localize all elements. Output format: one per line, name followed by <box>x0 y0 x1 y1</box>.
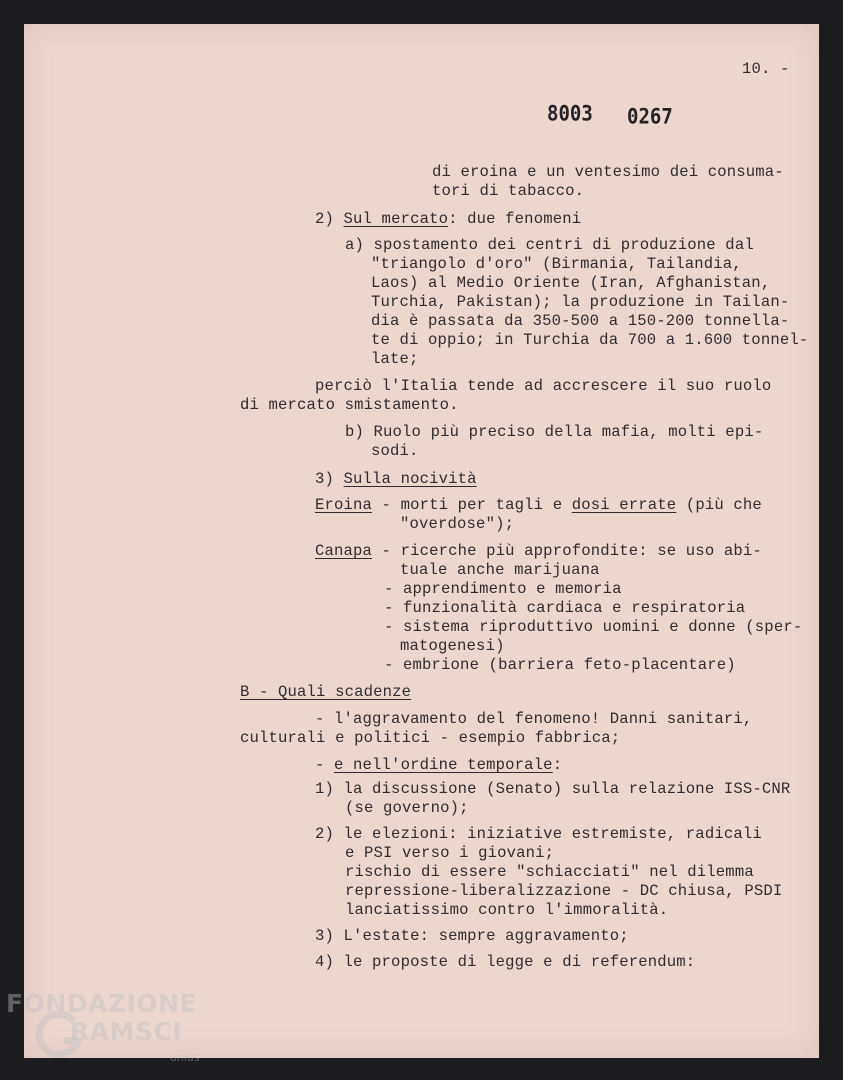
text-line: rischio di essere "schiacciati" nel dilemma <box>345 863 754 881</box>
watermark-line3: onlus <box>170 1051 200 1064</box>
text-line: 1) la discussione (Senato) sulla relazione ISS-CNR <box>315 780 791 798</box>
text-line: a) spostamento dei centri di produzione dal <box>345 236 754 254</box>
page-number: 10. - <box>742 60 790 78</box>
watermark-line1: FONDAZIONE <box>6 989 198 1018</box>
text-fragment: : <box>552 756 563 774</box>
temporal-order-title: e nell'ordine temporale <box>334 756 553 774</box>
term-dosi-errate: dosi errate <box>571 496 677 514</box>
text-line: 3) L'estate: sempre aggravamento; <box>315 927 629 945</box>
term-canapa: Canapa <box>315 542 373 560</box>
text-line: b) Ruolo più preciso della mafia, molti epi- <box>345 423 764 441</box>
list-item: - apprendimento e memoria <box>384 580 622 598</box>
section-title: Sul mercato <box>343 210 449 228</box>
text-fragment: (più che <box>676 496 762 514</box>
text-fragment: - morti per tagli e <box>372 496 572 514</box>
text-line: "overdose"); <box>400 515 515 533</box>
archive-stamp-right: 0267 <box>627 104 673 130</box>
section-rest: : due fenomeni <box>448 210 582 228</box>
text-line: e PSI verso i giovani; <box>345 844 555 862</box>
text-line: - l'aggravamento del fenomeno! Danni sanitari, <box>315 710 753 728</box>
text-line: (se governo); <box>345 799 469 817</box>
text-line: Laos) al Medio Oriente (Iran, Afghanistan, <box>371 274 771 292</box>
text-fragment: - <box>315 756 335 774</box>
text-line: perciò l'Italia tende ad accrescere il suo ruolo <box>315 377 772 395</box>
text-line: tuale anche marijuana <box>400 561 600 579</box>
section-b-heading: B - Quali scadenze <box>240 683 412 701</box>
section-heading-3 <box>315 470 477 489</box>
text-line: "triangolo d'oro" (Birmania, Tailandia, <box>371 255 742 273</box>
canapa-line <box>315 542 762 561</box>
text-line: tori di tabacco. <box>432 182 585 200</box>
list-item: - sistema riproduttivo uomini e donne (sper- <box>384 618 803 636</box>
text-line: matogenesi) <box>400 637 505 655</box>
text-line: dia è passata da 350-500 a 150-200 tonnella- <box>371 312 790 330</box>
list-item: - embrione (barriera feto-placentare) <box>384 656 736 674</box>
term-eroina: Eroina <box>315 496 373 514</box>
text-line: di mercato smistamento. <box>240 396 459 414</box>
list-item: - funzionalità cardiaca e respiratoria <box>384 599 746 617</box>
section-heading-2 <box>315 210 581 229</box>
text-line: sodi. <box>371 442 419 460</box>
section-number: 3) <box>315 470 344 488</box>
eroina-line <box>315 496 762 515</box>
text-line: 4) le proposte di legge e di referendum: <box>315 953 696 971</box>
text-line: lanciatissimo contro l'immoralità. <box>345 901 669 919</box>
watermark-line2: RAMSCI <box>70 1017 183 1046</box>
temporal-order-line <box>315 756 562 775</box>
text-line: te di oppio; in Turchia da 700 a 1.600 tonnel- <box>371 331 809 349</box>
section-title: Sulla nocività <box>343 470 477 488</box>
fondazione-gramsci-watermark <box>0 985 220 1080</box>
text-line: late; <box>371 350 419 368</box>
text-line: repressione-liberalizzazione - DC chiusa, PSDI <box>345 882 783 900</box>
archive-stamp-left: 8003 <box>547 101 593 127</box>
text-line: di eroina e un ventesimo dei consuma- <box>432 163 784 181</box>
section-number: 2) <box>315 210 344 228</box>
text-fragment: - ricerche più approfondite: se uso abi- <box>372 542 762 560</box>
text-line: 2) le elezioni: iniziative estremiste, radicali <box>315 825 762 843</box>
text-line: culturali e politici - esempio fabbrica; <box>240 729 621 747</box>
text-line: Turchia, Pakistan); la produzione in Tailan- <box>371 293 790 311</box>
